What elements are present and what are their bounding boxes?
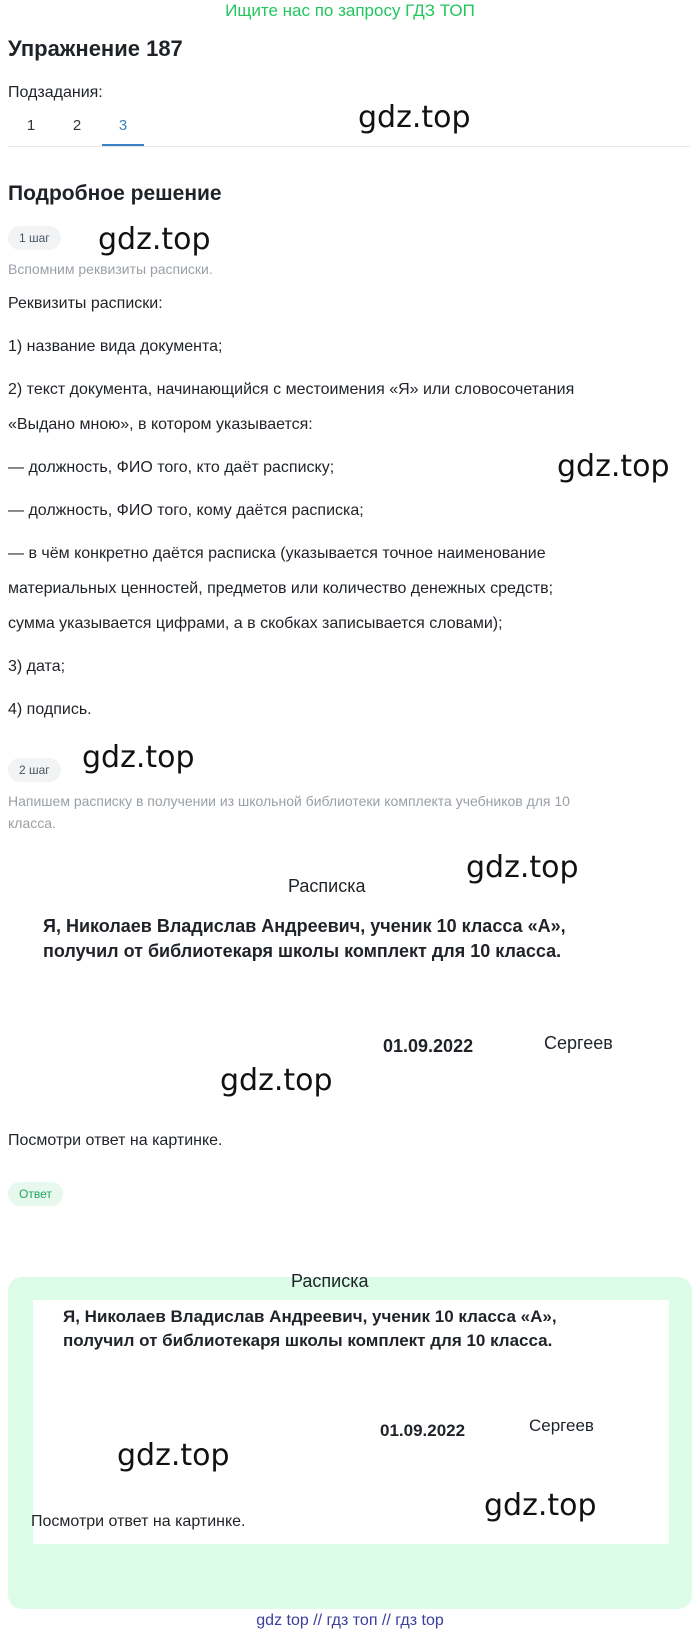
step-hint: Вспомним реквизиты расписки. bbox=[8, 261, 213, 277]
text-line: материальных ценностей, предметов или количество денежных средств; bbox=[8, 580, 554, 597]
answer-badge: Ответ bbox=[8, 1182, 63, 1206]
text-line: 4) подпись. bbox=[8, 701, 92, 718]
receipt-line: Я, Николаев Владислав Андреевич, ученик 10 класса «А», bbox=[63, 1307, 557, 1326]
receipt-title: Расписка bbox=[288, 876, 366, 896]
receipt-line: получил от библиотекаря школы комплект для 10 класса. bbox=[63, 1331, 553, 1350]
step-hint bbox=[8, 790, 570, 834]
step-text bbox=[8, 286, 690, 727]
hint-line: класса. bbox=[8, 815, 56, 831]
receipt-date: 01.09.2022 bbox=[383, 1036, 474, 1056]
watermark: gdz.top bbox=[117, 1438, 230, 1473]
receipt-title: Расписка bbox=[291, 1271, 369, 1291]
top-banner[interactable]: Ищите нас по запросу ГДЗ ТОП bbox=[225, 1, 475, 20]
tab-subtask-2[interactable]: 2 bbox=[72, 117, 82, 134]
subtask-tabs bbox=[8, 112, 144, 146]
receipt-signature: Сергеев bbox=[529, 1416, 594, 1435]
text-line: 1) название вида документа; bbox=[8, 338, 223, 355]
subtasks-label: Подзадания: bbox=[8, 84, 103, 101]
watermark: gdz.top bbox=[557, 449, 670, 484]
text-line: 3) дата; bbox=[8, 658, 66, 675]
watermark: gdz.top bbox=[82, 740, 195, 775]
footer-links[interactable]: gdz top // гдз топ // гдз top bbox=[256, 1612, 444, 1629]
section-title: Подробное решение bbox=[8, 182, 222, 205]
tab-subtask-3[interactable]: 3 bbox=[102, 112, 144, 146]
receipt-body bbox=[63, 1305, 557, 1353]
watermark: gdz.top bbox=[98, 222, 211, 257]
text-line: — должность, ФИО того, кому даётся расписка; bbox=[8, 502, 364, 519]
step-badge: 2 шаг bbox=[8, 758, 61, 782]
see-picture-text: Посмотри ответ на картинке. bbox=[8, 1132, 223, 1149]
text-line: — должность, ФИО того, кто даёт расписку; bbox=[8, 459, 335, 476]
text-line: сумма указывается цифрами, а в скобках записывается словами); bbox=[8, 615, 503, 632]
divider bbox=[8, 146, 690, 147]
text-line: 2) текст документа, начинающийся с местоимения «Я» или словосочетания bbox=[8, 381, 575, 398]
text-line: — в чём конкретно даётся расписка (указывается точное наименование bbox=[8, 545, 546, 562]
step-badge: 1 шаг bbox=[8, 226, 61, 250]
watermark: gdz.top bbox=[220, 1063, 333, 1098]
watermark: gdz.top bbox=[358, 100, 471, 135]
receipt-signature: Сергеев bbox=[544, 1033, 613, 1053]
hint-line: Напишем расписку в получении из школьной библиотеки комплекта учебников для 10 bbox=[8, 793, 570, 809]
text-line: Реквизиты расписки: bbox=[8, 295, 163, 312]
page-title: Упражнение 187 bbox=[8, 36, 183, 61]
text-line: «Выдано мною», в котором указывается: bbox=[8, 416, 313, 433]
watermark: gdz.top bbox=[466, 850, 579, 885]
receipt-line: получил от библиотекаря школы комплект для 10 класса. bbox=[43, 941, 562, 961]
watermark: gdz.top bbox=[484, 1488, 597, 1523]
see-picture-text: Посмотри ответ на картинке. bbox=[31, 1513, 246, 1530]
tab-subtask-1[interactable]: 1 bbox=[26, 117, 36, 134]
receipt-line: Я, Николаев Владислав Андреевич, ученик 10 класса «А», bbox=[43, 916, 566, 936]
receipt-date: 01.09.2022 bbox=[380, 1421, 466, 1440]
receipt-body bbox=[43, 914, 566, 964]
